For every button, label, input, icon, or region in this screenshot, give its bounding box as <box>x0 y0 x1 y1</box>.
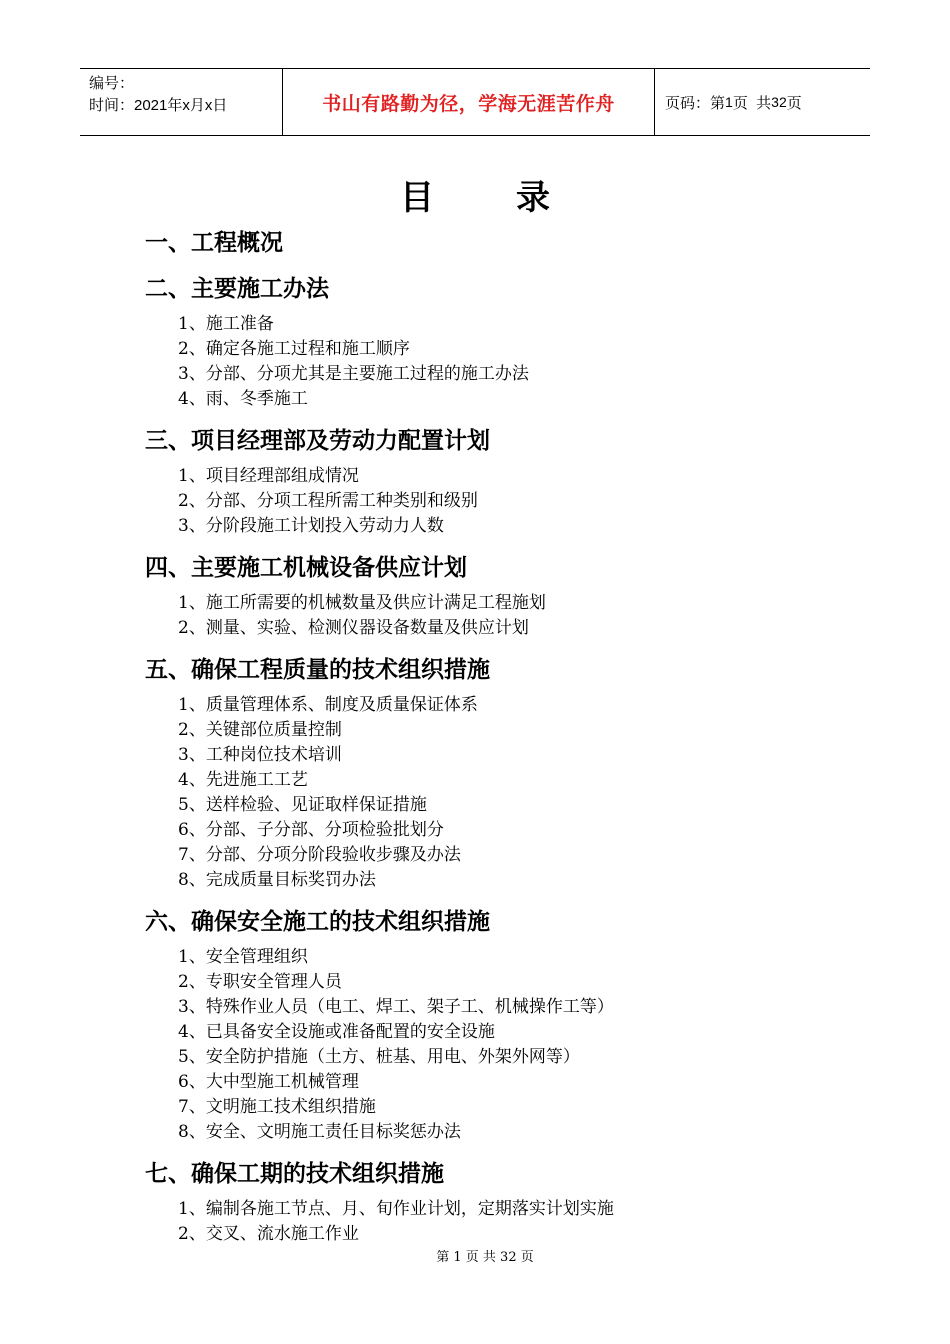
subsection-item: 2、交叉、流水施工作业 <box>178 1224 359 1244</box>
subsection-item: 1、安全管理组织 <box>178 947 308 967</box>
subsection-item: 6、分部、子分部、分项检验批划分 <box>178 820 444 840</box>
header-motto-cell <box>283 69 655 135</box>
page-total: 32 <box>771 94 787 110</box>
toc-section <box>145 424 865 539</box>
subsection-list <box>145 1197 865 1247</box>
section-heading: 一、工程概况 <box>145 230 283 256</box>
date-label: 时间：2021年x月x日 <box>89 97 228 114</box>
subsection-item: 1、质量管理体系、制度及质量保证体系 <box>178 695 478 715</box>
subsection-item: 3、特殊作业人员（电工、焊工、架子工、机械操作工等） <box>178 997 614 1017</box>
page-header <box>80 68 870 136</box>
toc-section <box>145 1157 865 1247</box>
subsection-item: 2、关键部位质量控制 <box>178 720 342 740</box>
subsection-item: 3、工种岗位技术培训 <box>178 745 342 765</box>
subsection-item: 1、项目经理部组成情况 <box>178 466 359 486</box>
toc-title: 目录 <box>400 178 632 218</box>
page-footer: 第 1 页 共 32 页 <box>436 1250 534 1265</box>
subsection-item: 5、安全防护措施（土方、桩基、用电、外架外网等） <box>178 1047 580 1067</box>
subsection-item: 4、雨、冬季施工 <box>178 389 308 409</box>
header-page-info <box>655 69 870 135</box>
page-current: 1 <box>725 94 733 110</box>
subsection-item: 8、安全、文明施工责任目标奖惩办法 <box>178 1122 461 1142</box>
code-label: 编号： <box>89 75 135 92</box>
subsection-item: 3、分阶段施工计划投入劳动力人数 <box>178 516 444 536</box>
subsection-item: 3、分部、分项尤其是主要施工过程的施工办法 <box>178 364 529 384</box>
subsection-item: 2、测量、实验、检测仪器设备数量及供应计划 <box>178 618 529 638</box>
subsection-item: 8、完成质量目标奖罚办法 <box>178 870 376 890</box>
page-info-prefix: 页码：第 <box>665 94 726 112</box>
subsection-item: 4、已具备安全设施或准备配置的安全设施 <box>178 1022 495 1042</box>
motto: 书山有路勤为径，学海无涯苦作舟 <box>322 92 615 115</box>
subsection-item: 2、专职安全管理人员 <box>178 972 342 992</box>
subsection-item: 1、施工所需要的机械数量及供应计满足工程施划 <box>178 593 546 613</box>
subsection-item: 7、分部、分项分阶段验收步骤及办法 <box>178 845 461 865</box>
header-meta <box>80 69 283 135</box>
toc-section <box>145 226 865 260</box>
section-heading: 六、确保安全施工的技术组织措施 <box>145 909 490 935</box>
subsection-item: 7、文明施工技术组织措施 <box>178 1097 376 1117</box>
subsection-item: 2、确定各施工过程和施工顺序 <box>178 339 410 359</box>
subsection-item: 6、大中型施工机械管理 <box>178 1072 359 1092</box>
subsection-item: 5、送样检验、见证取样保证措施 <box>178 795 427 815</box>
section-heading: 三、项目经理部及劳动力配置计划 <box>145 428 490 454</box>
section-heading: 二、主要施工办法 <box>145 276 329 302</box>
subsection-list <box>145 464 865 539</box>
page-info-mid: 页 共 <box>732 94 772 112</box>
subsection-item: 2、分部、分项工程所需工种类别和级别 <box>178 491 478 511</box>
toc-section <box>145 551 865 641</box>
page-info-suffix: 页 <box>786 94 802 112</box>
subsection-list <box>145 693 865 893</box>
toc-section <box>145 653 865 893</box>
subsection-list <box>145 312 865 412</box>
subsection-list <box>145 591 865 641</box>
subsection-item: 4、先进施工工艺 <box>178 770 308 790</box>
subsection-item: 1、施工准备 <box>178 314 274 334</box>
toc-section <box>145 272 865 412</box>
table-of-contents <box>145 226 865 1247</box>
subsection-list <box>145 945 865 1145</box>
toc-section <box>145 905 865 1145</box>
section-heading: 五、确保工程质量的技术组织措施 <box>145 657 490 683</box>
subsection-item: 1、编制各施工节点、月、旬作业计划，定期落实计划实施 <box>178 1199 614 1219</box>
section-heading: 七、确保工期的技术组织措施 <box>145 1161 444 1187</box>
section-heading: 四、主要施工机械设备供应计划 <box>145 555 467 581</box>
